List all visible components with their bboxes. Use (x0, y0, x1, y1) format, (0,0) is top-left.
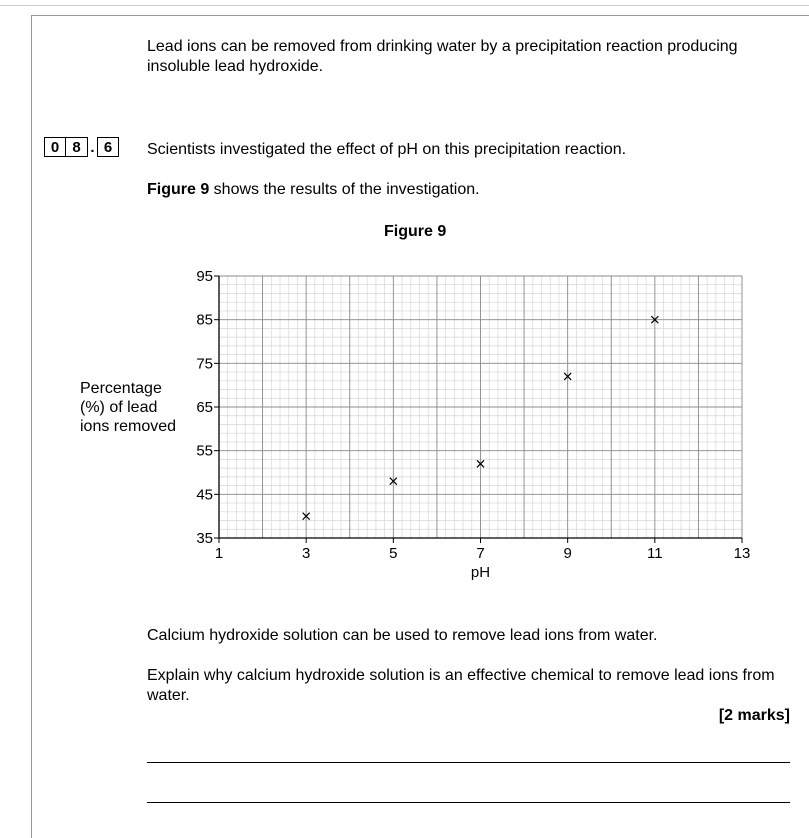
figure-reference-rest: shows the results of the investigation. (209, 181, 480, 198)
explain-question-text: Explain why calcium hydroxide solution is an effective chemical to remove lead ions from water. (147, 667, 775, 704)
x-axis-label: pH (470, 564, 491, 581)
intro-text: Lead ions can be removed from drinking water by a precipitation reaction producing insoluble lead hydroxide. (147, 38, 738, 75)
tick-labels (196, 268, 750, 562)
question-digit-2: 8 (66, 137, 88, 157)
y-tick-label: 35 (196, 530, 213, 547)
y-tick-label: 45 (196, 486, 213, 504)
question-digit-3: 6 (97, 137, 119, 157)
answer-line-2[interactable] (147, 802, 790, 803)
y-axis-label-line-3: ions removed (80, 418, 177, 435)
x-tick-label: 1 (214, 545, 224, 562)
figure-title: Figure 9 (384, 223, 447, 240)
question-separator: . (90, 138, 95, 156)
x-tick-label: 7 (476, 545, 485, 562)
y-axis-label-line-2: (%) of lead (80, 399, 158, 416)
marks-label: [2 marks] (718, 707, 790, 724)
question-digit-1: 0 (44, 137, 66, 157)
x-tick-label: 13 (733, 545, 751, 562)
y-tick-label: 75 (196, 355, 213, 373)
question-text: Scientists investigated the effect of pH on this precipitation reaction. (147, 141, 627, 158)
x-tick-label: 9 (563, 545, 572, 562)
y-tick-label: 85 (196, 311, 213, 329)
y-tick-label: 65 (196, 399, 213, 416)
x-tick-label: 5 (389, 545, 398, 562)
answer-line-1[interactable] (147, 762, 790, 763)
figure-reference-bold: Figure 9 (147, 181, 210, 198)
y-tick-label: 55 (196, 442, 213, 460)
calcium-hydroxide-text: Calcium hydroxide solution can be used to remove lead ions from water. (147, 627, 658, 644)
x-tick-label: 3 (301, 545, 311, 562)
y-axis-label-line-1: Percentage (80, 380, 162, 397)
x-tick-label: 11 (647, 545, 663, 562)
y-tick-label: 95 (196, 268, 213, 285)
